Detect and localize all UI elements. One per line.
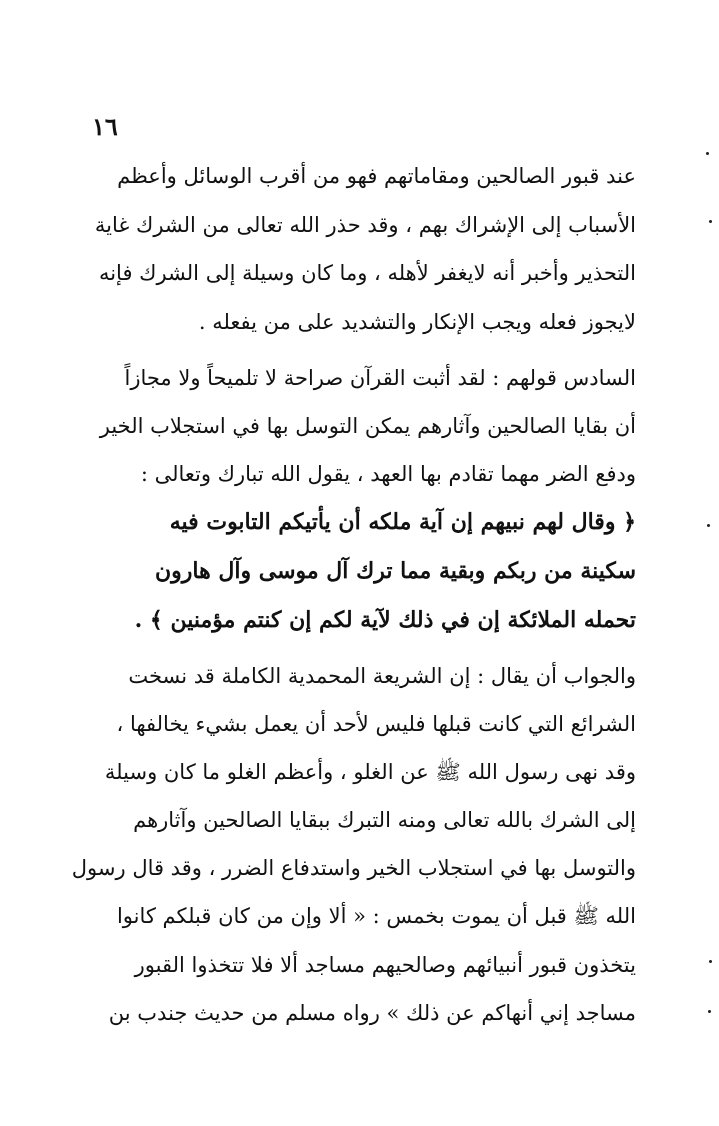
- quran-verse: [76, 498, 636, 645]
- paragraph-1: [76, 152, 636, 346]
- text-line: السادس قولهم : لقد أثبت القرآن صراحة لا تلميحاً ولا مجازاً: [124, 366, 636, 390]
- verse-line: سكينة من ربكم وبقية مما ترك آل موسى وآل هارون: [154, 558, 636, 584]
- text-line: ودفع الضر مهما تقادم بها العهد ، يقول الله تبارك وتعالى :: [140, 462, 636, 486]
- text-line: والجواب أن يقال : إن الشريعة المحمدية الكاملة قد نسخت: [128, 664, 636, 688]
- scan-dot: [709, 220, 712, 223]
- text-line: عند قبور الصالحين ومقاماتهم فهو من أقرب الوسائل وأعظم: [117, 164, 636, 188]
- scan-dot: [708, 1010, 711, 1013]
- text-line: وقد نهى رسول الله ﷺ عن الغلو ، وأعظم الغلو ما كان وسيلة: [104, 760, 636, 785]
- text-line: الله ﷺ قبل أن يموت بخمس : « ألا وإن من كان قبلكم كانوا: [116, 904, 636, 929]
- text-line: أن بقايا الصالحين وآثارهم يمكن التوسل بها في استجلاب الخير: [99, 414, 636, 438]
- verse-line: تحمله الملائكة إن في ذلك لآية لكم إن كنتم مؤمنين ﴾ .: [134, 607, 636, 633]
- text-line: الأسباب إلى الإشراك بهم ، وقد حذر الله تعالى من الشرك غاية: [94, 212, 636, 237]
- text-line: الشرائع التي كانت قبلها فليس لأحد أن يعمل بشيء يخالفها ،: [116, 712, 636, 737]
- verse-line: ﴿ وقال لهم نبيهم إن آية ملكه أن يأتيكم التابوت فيه: [169, 509, 636, 535]
- text-line: لايجوز فعله ويجب الإنكار والتشديد على من يفعله .: [198, 309, 636, 334]
- text-line: التحذير وأخبر أنه لايغفر لأهله ، وما كان وسيلة إلى الشرك فإنه: [98, 261, 636, 285]
- scan-dot: [707, 524, 710, 527]
- text-line: يتخذون قبور أنبيائهم وصالحيهم مساجد ألا فلا تتخذوا القبور: [134, 952, 636, 977]
- scan-dot: [709, 960, 712, 963]
- paragraph-2: [76, 354, 636, 498]
- scan-dot: [706, 152, 709, 155]
- text-line: إلى الشرك بالله تعالى ومنه التبرك ببقايا الصالحين وآثارهم: [133, 808, 636, 833]
- text-line: مساجد إني أنهاكم عن ذلك » رواه مسلم من حديث جندب بن: [108, 1000, 636, 1025]
- page-number: ١٦: [92, 112, 118, 141]
- paragraph-3: [71, 652, 636, 1037]
- text-line: والتوسل بها في استجلاب الخير واستدفاع الضرر ، وقد قال رسول: [71, 856, 636, 881]
